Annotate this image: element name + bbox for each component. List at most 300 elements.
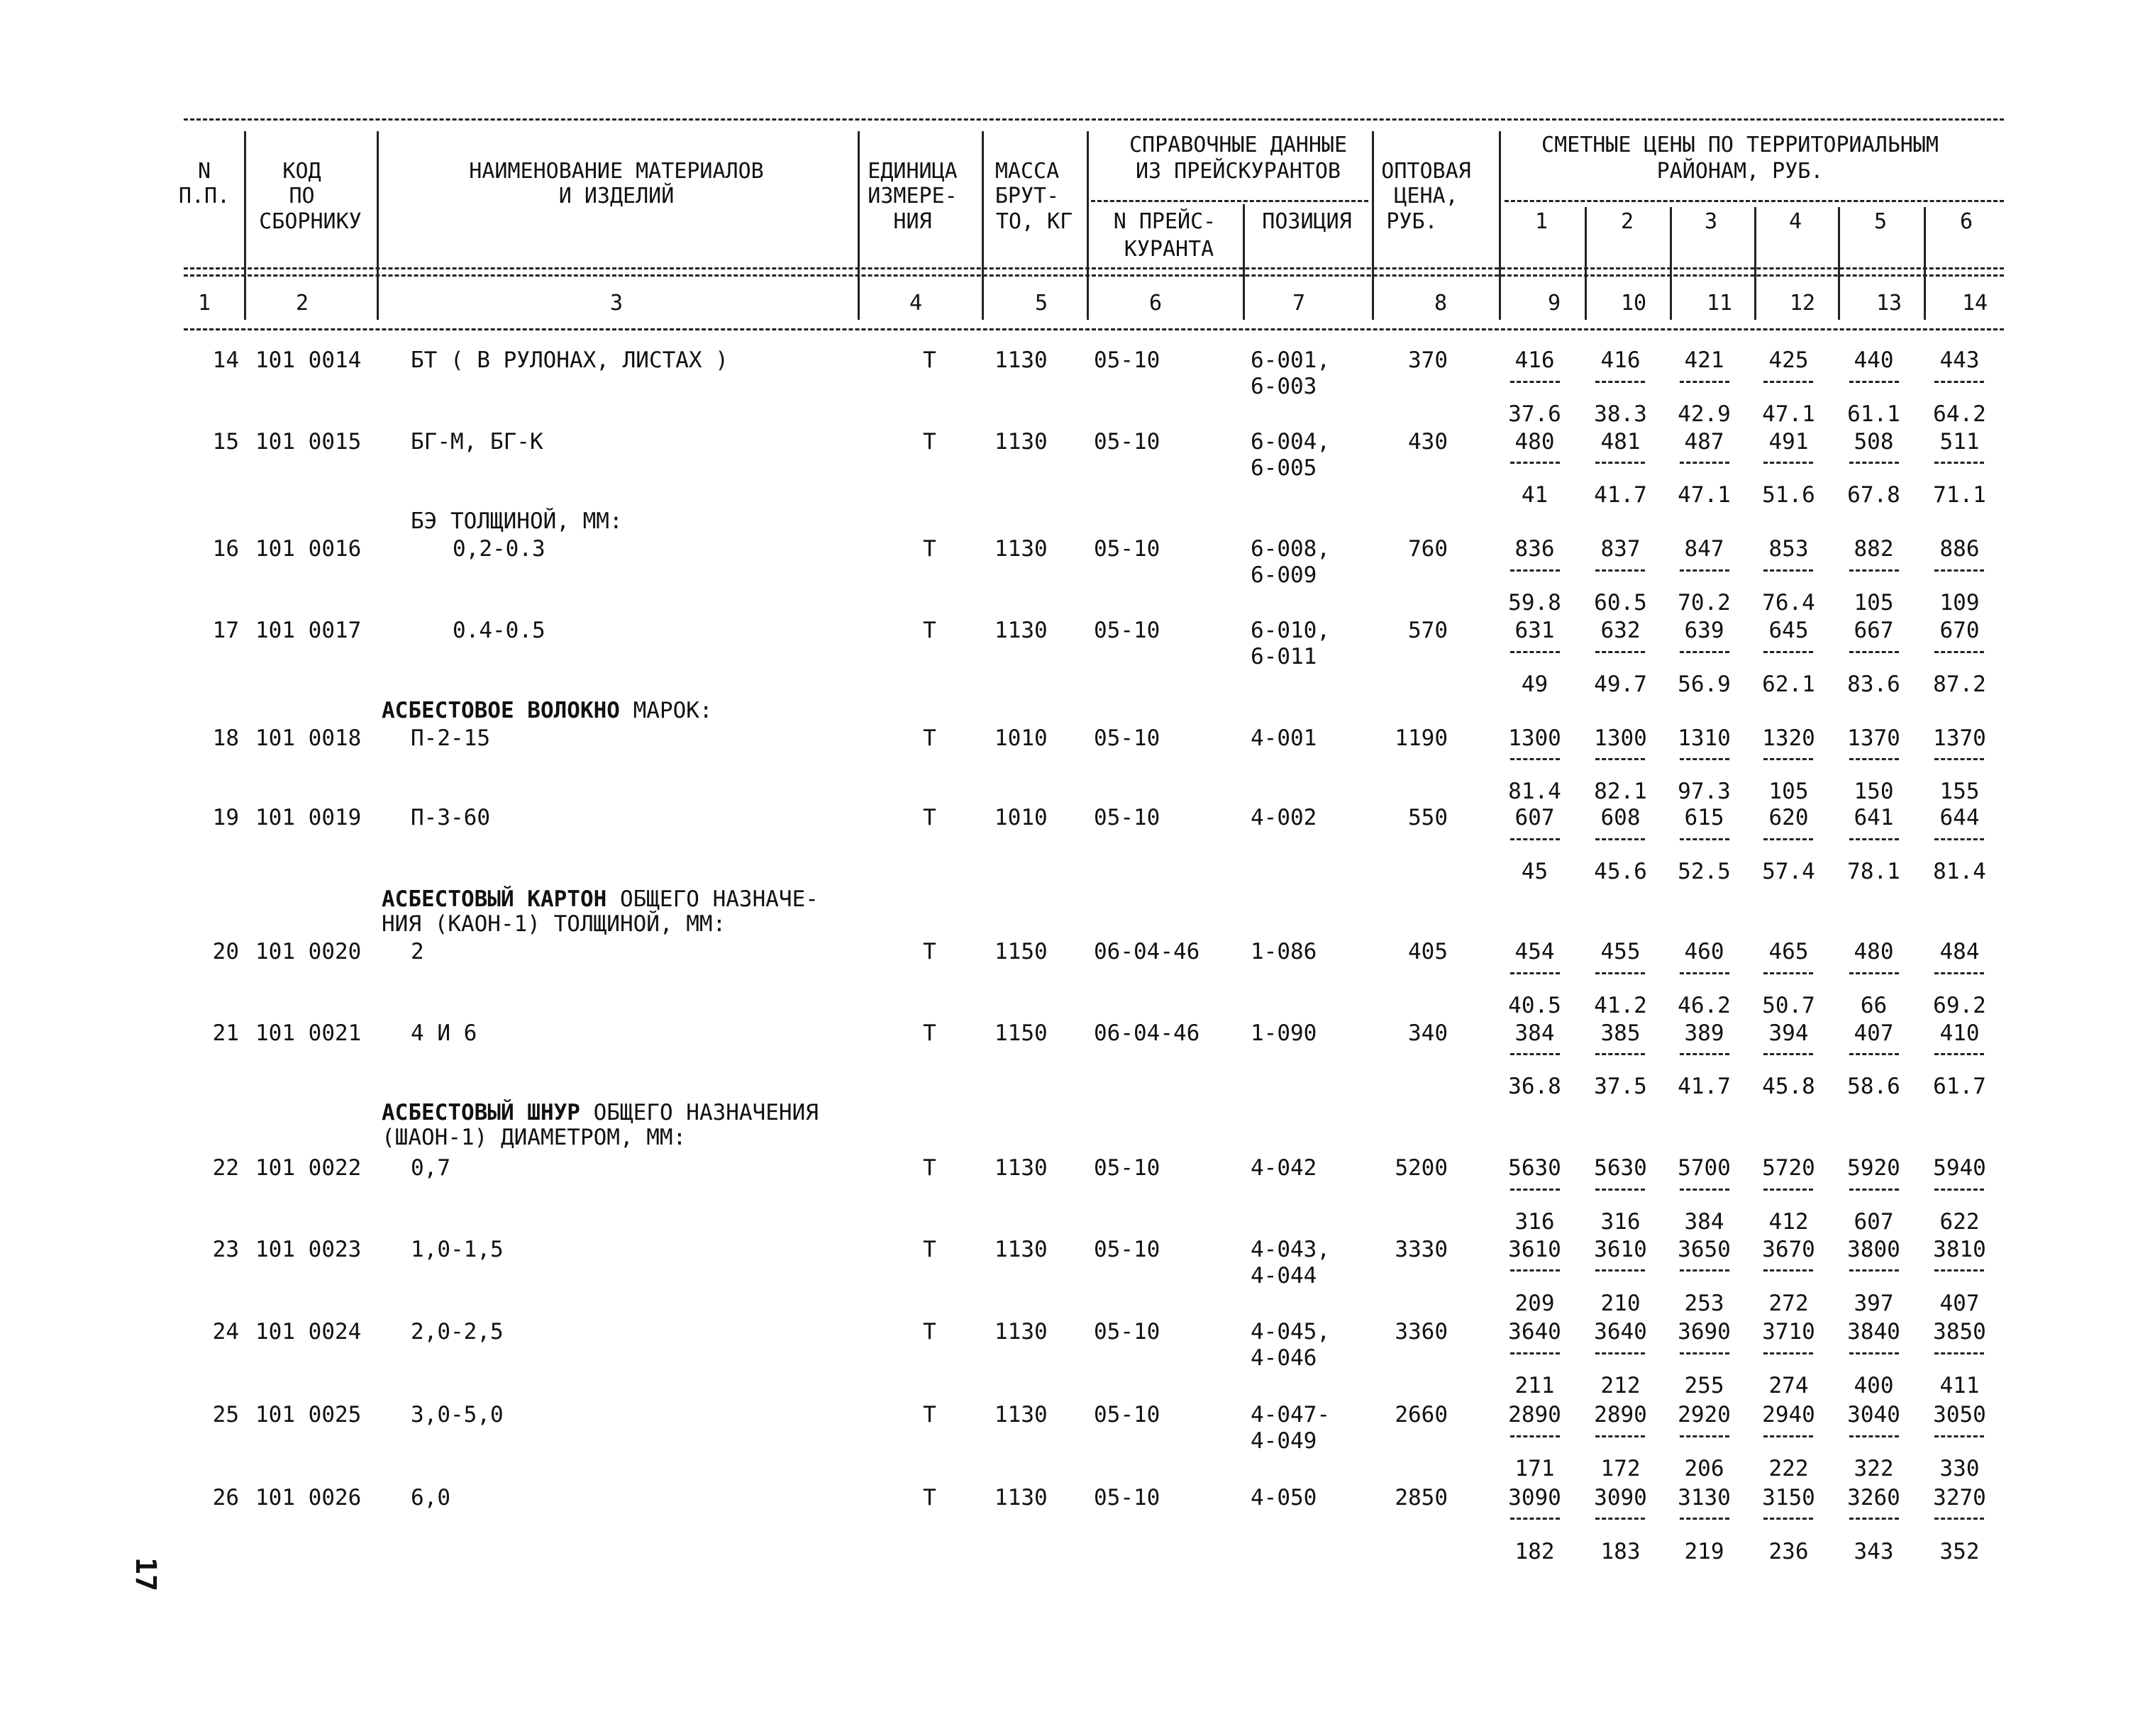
row-price-lower: 47.1 xyxy=(1762,401,1815,427)
row-price: 421 xyxy=(1684,347,1724,373)
row-price: 3040 xyxy=(1847,1402,1900,1428)
row-price-lower: 109 xyxy=(1939,590,1980,616)
price-fraction-bar xyxy=(1595,1435,1645,1437)
header-position: ПОЗИЦИЯ xyxy=(1262,209,1352,234)
row-price: 639 xyxy=(1684,618,1724,643)
row-price: 641 xyxy=(1854,805,1894,830)
row-price-lower: 47.1 xyxy=(1678,482,1731,508)
price-fraction-bar xyxy=(1849,1053,1899,1055)
row-position: 6-009 xyxy=(1251,562,1317,588)
row-price: 465 xyxy=(1768,939,1809,964)
row-price-list: 05-10 xyxy=(1094,536,1160,562)
row-wholesale: 2660 xyxy=(1395,1402,1448,1428)
header-mass-2: БРУТ- xyxy=(995,184,1060,208)
row-price-lower: 81.4 xyxy=(1933,859,1986,884)
row-price: 3150 xyxy=(1762,1485,1815,1510)
header-mass-3: ТО, КГ xyxy=(995,209,1073,234)
price-fraction-bar xyxy=(1680,972,1729,974)
row-price: 3270 xyxy=(1933,1485,1986,1510)
header-mass-1: МАССА xyxy=(995,159,1060,184)
row-price-lower: 51.6 xyxy=(1762,482,1815,508)
row-price: 407 xyxy=(1854,1020,1894,1046)
row-price-lower: 37.5 xyxy=(1594,1074,1647,1099)
row-price: 389 xyxy=(1684,1020,1724,1046)
row-unit: Т xyxy=(923,1237,936,1262)
row-price-lower: 255 xyxy=(1684,1373,1724,1398)
row-price: 631 xyxy=(1514,618,1555,643)
price-fraction-bar xyxy=(1934,1352,1984,1354)
row-position: 6-010, xyxy=(1251,618,1330,643)
row-price-lower: 274 xyxy=(1768,1373,1809,1398)
row-price: 1370 xyxy=(1847,725,1900,751)
section-heading xyxy=(411,508,623,534)
column-number-5: 5 xyxy=(1034,291,1048,316)
row-unit: Т xyxy=(923,1020,936,1046)
region-separator-3 xyxy=(1754,207,1756,320)
row-position: 6-001, xyxy=(1251,347,1330,373)
row-price-lower: 82.1 xyxy=(1594,779,1647,804)
row-price-lower: 206 xyxy=(1684,1456,1724,1481)
column-number-10: 10 xyxy=(1620,291,1647,316)
row-price: 2890 xyxy=(1508,1402,1561,1428)
price-fraction-bar xyxy=(1934,1053,1984,1055)
row-price: 480 xyxy=(1854,939,1894,964)
row-wholesale: 430 xyxy=(1408,429,1448,455)
price-fraction-bar xyxy=(1763,1189,1813,1191)
row-price-lower: 316 xyxy=(1600,1209,1641,1235)
row-price-lower: 155 xyxy=(1939,779,1980,804)
row-price-lower: 46.2 xyxy=(1678,993,1731,1018)
price-fraction-bar xyxy=(1680,1435,1729,1437)
header-separator-5 xyxy=(1087,131,1089,320)
row-code: 101 0015 xyxy=(255,429,362,455)
row-price: 5940 xyxy=(1933,1155,1986,1181)
row-code: 101 0017 xyxy=(255,618,362,643)
col-mid-rule xyxy=(184,267,2004,269)
row-wholesale: 3330 xyxy=(1395,1237,1448,1262)
row-price-lower: 411 xyxy=(1939,1373,1980,1398)
header-pricelist-2: КУРАНТА xyxy=(1124,237,1214,262)
header-code-1: КОД xyxy=(282,159,321,184)
row-price: 645 xyxy=(1768,618,1809,643)
row-position: 4-002 xyxy=(1251,805,1317,830)
row-code: 101 0020 xyxy=(255,939,362,964)
price-fraction-bar xyxy=(1595,462,1645,464)
header-ref-1: СПРАВОЧНЫЕ ДАННЫЕ xyxy=(1129,133,1348,157)
price-fraction-bar xyxy=(1934,569,1984,572)
row-price-lower: 400 xyxy=(1854,1373,1894,1398)
row-price-lower: 212 xyxy=(1600,1373,1641,1398)
row-price: 2890 xyxy=(1594,1402,1647,1428)
price-fraction-bar xyxy=(1934,1189,1984,1191)
price-fraction-bar xyxy=(1510,462,1560,464)
section-heading-text: БЭ ТОЛЩИНОЙ, ММ: xyxy=(411,508,623,534)
row-price: 3850 xyxy=(1933,1319,1986,1345)
row-wholesale: 550 xyxy=(1408,805,1448,830)
row-mass: 1130 xyxy=(995,1402,1048,1428)
row-price-lower: 38.3 xyxy=(1594,401,1647,427)
row-price-list: 05-10 xyxy=(1094,1155,1160,1181)
column-number-7: 7 xyxy=(1292,291,1306,316)
row-price-lower: 42.9 xyxy=(1678,401,1731,427)
header-price-group-2: РАЙОНАМ, РУБ. xyxy=(1656,159,1824,184)
row-mass: 1130 xyxy=(995,429,1048,455)
row-unit: Т xyxy=(923,347,936,373)
row-unit: Т xyxy=(923,939,936,964)
row-price: 480 xyxy=(1514,429,1555,455)
row-position: 6-008, xyxy=(1251,536,1330,562)
row-name: П-2-15 xyxy=(411,725,490,751)
row-price: 670 xyxy=(1939,618,1980,643)
row-price: 3260 xyxy=(1847,1485,1900,1510)
page-number: 17 xyxy=(129,1557,162,1592)
row-number: 23 xyxy=(212,1237,239,1262)
row-unit: Т xyxy=(923,1155,936,1181)
row-price-lower: 343 xyxy=(1854,1539,1894,1564)
price-fraction-bar xyxy=(1680,1189,1729,1191)
row-name: 0,2-0.3 xyxy=(453,536,545,562)
price-fraction-bar xyxy=(1595,1053,1645,1055)
column-number-8: 8 xyxy=(1434,291,1448,316)
row-price-lower: 52.5 xyxy=(1678,859,1731,884)
row-price: 837 xyxy=(1600,536,1641,562)
row-price-lower: 69.2 xyxy=(1933,993,1986,1018)
row-price-lower: 322 xyxy=(1854,1456,1894,1481)
row-mass: 1150 xyxy=(995,939,1048,964)
row-price-lower: 61.1 xyxy=(1847,401,1900,427)
row-price: 5630 xyxy=(1508,1155,1561,1181)
column-number-12: 12 xyxy=(1789,291,1816,316)
header-code-3: СБОРНИКУ xyxy=(259,209,362,234)
row-wholesale: 1190 xyxy=(1395,725,1448,751)
row-number: 24 xyxy=(212,1319,239,1345)
header-wholesale-3: РУБ. xyxy=(1386,209,1438,234)
column-number-6: 6 xyxy=(1148,291,1163,316)
price-fraction-bar xyxy=(1680,1352,1729,1354)
row-code: 101 0021 xyxy=(255,1020,362,1046)
price-fraction-bar xyxy=(1510,381,1560,383)
section-heading-text: ОБЩЕГО НАЗНАЧЕНИЯ xyxy=(580,1100,819,1125)
row-price: 3710 xyxy=(1762,1319,1815,1345)
row-price: 1310 xyxy=(1678,725,1731,751)
row-position: 6-005 xyxy=(1251,455,1317,481)
row-wholesale: 3360 xyxy=(1395,1319,1448,1345)
row-name: БГ-М, БГ-К xyxy=(411,429,543,455)
header-name-2: И ИЗДЕЛИЙ xyxy=(558,184,675,208)
row-mass: 1130 xyxy=(995,1237,1048,1262)
price-fraction-bar xyxy=(1680,569,1729,572)
row-price: 385 xyxy=(1600,1020,1641,1046)
price-fraction-bar xyxy=(1934,381,1984,383)
header-region-2: 2 xyxy=(1620,209,1634,234)
row-price-list: 05-10 xyxy=(1094,725,1160,751)
row-mass: 1150 xyxy=(995,1020,1048,1046)
price-fraction-bar xyxy=(1763,381,1813,383)
price-fraction-bar xyxy=(1595,972,1645,974)
row-price-lower: 49.7 xyxy=(1594,672,1647,697)
row-price-lower: 70.2 xyxy=(1678,590,1731,616)
column-number-2: 2 xyxy=(295,291,309,316)
column-number-1: 1 xyxy=(197,291,211,316)
row-price-lower: 50.7 xyxy=(1762,993,1815,1018)
header-unit-2: ИЗМЕРЕ- xyxy=(868,184,958,208)
row-position: 6-003 xyxy=(1251,374,1317,399)
row-price-lower: 105 xyxy=(1854,590,1894,616)
row-price-lower: 76.4 xyxy=(1762,590,1815,616)
row-price: 2920 xyxy=(1678,1402,1731,1428)
row-price: 644 xyxy=(1939,805,1980,830)
row-price: 608 xyxy=(1600,805,1641,830)
price-fraction-bar xyxy=(1849,381,1899,383)
row-price-list: 05-10 xyxy=(1094,1319,1160,1345)
row-price: 3050 xyxy=(1933,1402,1986,1428)
row-price: 882 xyxy=(1854,536,1894,562)
row-price-lower: 60.5 xyxy=(1594,590,1647,616)
row-code: 101 0018 xyxy=(255,725,362,751)
row-price: 3610 xyxy=(1594,1237,1647,1262)
header-price-group-1: СМЕТНЫЕ ЦЕНЫ ПО ТЕРРИТОРИАЛЬНЫМ xyxy=(1541,133,1939,157)
row-price-list: 05-10 xyxy=(1094,1402,1160,1428)
row-price-lower: 58.6 xyxy=(1847,1074,1900,1099)
row-code: 101 0014 xyxy=(255,347,362,373)
header-region-3: 3 xyxy=(1704,209,1718,234)
row-price: 508 xyxy=(1854,429,1894,455)
row-price-list: 05-10 xyxy=(1094,347,1160,373)
row-position: 1-090 xyxy=(1251,1020,1317,1046)
price-fraction-bar xyxy=(1763,651,1813,653)
row-unit: Т xyxy=(923,429,936,455)
row-price: 440 xyxy=(1854,347,1894,373)
header-wholesale-1: ОПТОВАЯ xyxy=(1381,159,1471,184)
row-price-list: 05-10 xyxy=(1094,805,1160,830)
price-fraction-bar xyxy=(1849,1189,1899,1191)
row-number: 20 xyxy=(212,939,239,964)
price-fraction-bar xyxy=(1510,1053,1560,1055)
row-price-lower: 412 xyxy=(1768,1209,1809,1235)
table-top-rule xyxy=(184,118,2004,121)
row-number: 22 xyxy=(212,1155,239,1181)
price-fraction-bar xyxy=(1849,1518,1899,1520)
row-number: 18 xyxy=(212,725,239,751)
price-fraction-bar xyxy=(1763,838,1813,840)
section-heading-bold: АСБЕСТОВЫЙ ШНУР xyxy=(382,1100,580,1125)
row-price: 615 xyxy=(1684,805,1724,830)
price-fraction-bar xyxy=(1595,758,1645,760)
row-price-list: 05-10 xyxy=(1094,429,1160,455)
row-price: 836 xyxy=(1514,536,1555,562)
row-price: 3130 xyxy=(1678,1485,1731,1510)
row-position: 6-004, xyxy=(1251,429,1330,455)
price-fraction-bar xyxy=(1510,758,1560,760)
header-region-6: 6 xyxy=(1959,209,1973,234)
row-code: 101 0022 xyxy=(255,1155,362,1181)
row-price-lower: 219 xyxy=(1684,1539,1724,1564)
row-price: 632 xyxy=(1600,618,1641,643)
row-position: 4-001 xyxy=(1251,725,1317,751)
price-fraction-bar xyxy=(1934,1435,1984,1437)
price-fraction-bar xyxy=(1763,1435,1813,1437)
ref-group-rule xyxy=(1091,200,1368,202)
row-price-lower: 45.8 xyxy=(1762,1074,1815,1099)
row-wholesale: 760 xyxy=(1408,536,1448,562)
row-number: 14 xyxy=(212,347,239,373)
price-fraction-bar xyxy=(1510,1352,1560,1354)
row-number: 21 xyxy=(212,1020,239,1046)
section-heading xyxy=(382,698,713,723)
column-number-3: 3 xyxy=(609,291,624,316)
row-position: 4-049 xyxy=(1251,1428,1317,1454)
region-separator-4 xyxy=(1838,207,1840,320)
price-fraction-bar xyxy=(1510,1435,1560,1437)
row-name: 6,0 xyxy=(411,1485,450,1510)
row-price: 394 xyxy=(1768,1020,1809,1046)
row-price: 1320 xyxy=(1762,725,1815,751)
row-price-lower: 49 xyxy=(1521,672,1549,697)
row-price: 607 xyxy=(1514,805,1555,830)
price-fraction-bar xyxy=(1934,838,1984,840)
row-price-lower: 41 xyxy=(1521,482,1549,508)
price-fraction-bar xyxy=(1763,972,1813,974)
row-price: 5700 xyxy=(1678,1155,1731,1181)
row-price: 455 xyxy=(1600,939,1641,964)
row-code: 101 0024 xyxy=(255,1319,362,1345)
row-price: 454 xyxy=(1514,939,1555,964)
row-price: 3610 xyxy=(1508,1237,1561,1262)
row-price: 3670 xyxy=(1762,1237,1815,1262)
row-price-lower: 40.5 xyxy=(1508,993,1561,1018)
row-mass: 1130 xyxy=(995,536,1048,562)
header-pp: П.П. xyxy=(178,184,231,208)
header-region-1: 1 xyxy=(1534,209,1549,234)
row-price-lower: 62.1 xyxy=(1762,672,1815,697)
header-region-4: 4 xyxy=(1788,209,1802,234)
price-group-rule xyxy=(1505,200,2004,202)
price-fraction-bar xyxy=(1849,758,1899,760)
row-code: 101 0026 xyxy=(255,1485,362,1510)
row-price-lower: 172 xyxy=(1600,1456,1641,1481)
price-fraction-bar xyxy=(1595,1269,1645,1272)
row-price-lower: 183 xyxy=(1600,1539,1641,1564)
header-ref-2: ИЗ ПРЕЙСКУРАНТОВ xyxy=(1136,159,1341,184)
row-price-list: 05-10 xyxy=(1094,1485,1160,1510)
row-name: 2 xyxy=(411,939,424,964)
row-price-lower: 87.2 xyxy=(1933,672,1986,697)
row-name: 0.4-0.5 xyxy=(453,618,545,643)
row-position: 4-044 xyxy=(1251,1263,1317,1289)
price-fraction-bar xyxy=(1680,1269,1729,1272)
row-price-list: 05-10 xyxy=(1094,1237,1160,1262)
price-fraction-bar xyxy=(1595,569,1645,572)
row-price-lower: 253 xyxy=(1684,1291,1724,1316)
row-price: 886 xyxy=(1939,536,1980,562)
row-price: 2940 xyxy=(1762,1402,1815,1428)
row-number: 15 xyxy=(212,429,239,455)
row-price: 3090 xyxy=(1508,1485,1561,1510)
row-position: 1-086 xyxy=(1251,939,1317,964)
row-price: 3810 xyxy=(1933,1237,1986,1262)
row-price: 5720 xyxy=(1762,1155,1815,1181)
row-price: 667 xyxy=(1854,618,1894,643)
row-price: 416 xyxy=(1600,347,1641,373)
price-fraction-bar xyxy=(1680,1053,1729,1055)
row-price-lower: 272 xyxy=(1768,1291,1809,1316)
header-bottom-rule xyxy=(184,274,2004,277)
row-price-lower: 37.6 xyxy=(1508,401,1561,427)
region-separator-2 xyxy=(1670,207,1672,320)
row-price: 410 xyxy=(1939,1020,1980,1046)
row-position: 4-045, xyxy=(1251,1319,1330,1345)
price-fraction-bar xyxy=(1763,758,1813,760)
header-wholesale-2: ЦЕНА, xyxy=(1394,184,1458,208)
row-price-lower: 78.1 xyxy=(1847,859,1900,884)
price-fraction-bar xyxy=(1849,651,1899,653)
row-price: 5630 xyxy=(1594,1155,1647,1181)
header-region-5: 5 xyxy=(1873,209,1888,234)
row-price-lower: 61.7 xyxy=(1933,1074,1986,1099)
row-price: 481 xyxy=(1600,429,1641,455)
row-price: 491 xyxy=(1768,429,1809,455)
row-price-lower: 64.2 xyxy=(1933,401,1986,427)
row-position: 6-011 xyxy=(1251,644,1317,669)
row-number: 26 xyxy=(212,1485,239,1510)
price-fraction-bar xyxy=(1510,1269,1560,1272)
row-unit: Т xyxy=(923,725,936,751)
row-price: 3640 xyxy=(1508,1319,1561,1345)
row-unit: Т xyxy=(923,536,936,562)
row-price: 847 xyxy=(1684,536,1724,562)
row-wholesale: 5200 xyxy=(1395,1155,1448,1181)
row-number: 25 xyxy=(212,1402,239,1428)
price-fraction-bar xyxy=(1849,838,1899,840)
row-price-lower: 83.6 xyxy=(1847,672,1900,697)
row-price: 3690 xyxy=(1678,1319,1731,1345)
row-price-lower: 622 xyxy=(1939,1209,1980,1235)
price-fraction-bar xyxy=(1934,758,1984,760)
row-price: 487 xyxy=(1684,429,1724,455)
section-heading-text: ОБЩЕГО НАЗНАЧЕ- xyxy=(606,886,819,912)
row-price: 3800 xyxy=(1847,1237,1900,1262)
row-price: 3090 xyxy=(1594,1485,1647,1510)
price-fraction-bar xyxy=(1595,651,1645,653)
row-price: 3650 xyxy=(1678,1237,1731,1262)
row-wholesale: 340 xyxy=(1408,1020,1448,1046)
row-name: 3,0-5,0 xyxy=(411,1402,504,1428)
row-price: 853 xyxy=(1768,536,1809,562)
row-unit: Т xyxy=(923,805,936,830)
row-position: 4-046 xyxy=(1251,1345,1317,1371)
row-name: 2,0-2,5 xyxy=(411,1319,504,1345)
row-price-lower: 45.6 xyxy=(1594,859,1647,884)
row-mass: 1130 xyxy=(995,618,1048,643)
price-fraction-bar xyxy=(1763,569,1813,572)
price-fraction-bar xyxy=(1510,838,1560,840)
row-price-lower: 210 xyxy=(1600,1291,1641,1316)
row-code: 101 0019 xyxy=(255,805,362,830)
price-fraction-bar xyxy=(1595,1518,1645,1520)
header-name-1: НАИМЕНОВАНИЕ МАТЕРИАЛОВ xyxy=(469,159,764,184)
row-price-lower: 171 xyxy=(1514,1456,1555,1481)
row-price-lower: 67.8 xyxy=(1847,482,1900,508)
row-wholesale: 2850 xyxy=(1395,1485,1448,1510)
row-price: 384 xyxy=(1514,1020,1555,1046)
row-price: 1370 xyxy=(1933,725,1986,751)
price-fraction-bar xyxy=(1595,381,1645,383)
price-fraction-bar xyxy=(1680,381,1729,383)
header-unit-3: НИЯ xyxy=(893,209,932,234)
row-price: 425 xyxy=(1768,347,1809,373)
price-fraction-bar xyxy=(1680,462,1729,464)
price-fraction-bar xyxy=(1849,1435,1899,1437)
